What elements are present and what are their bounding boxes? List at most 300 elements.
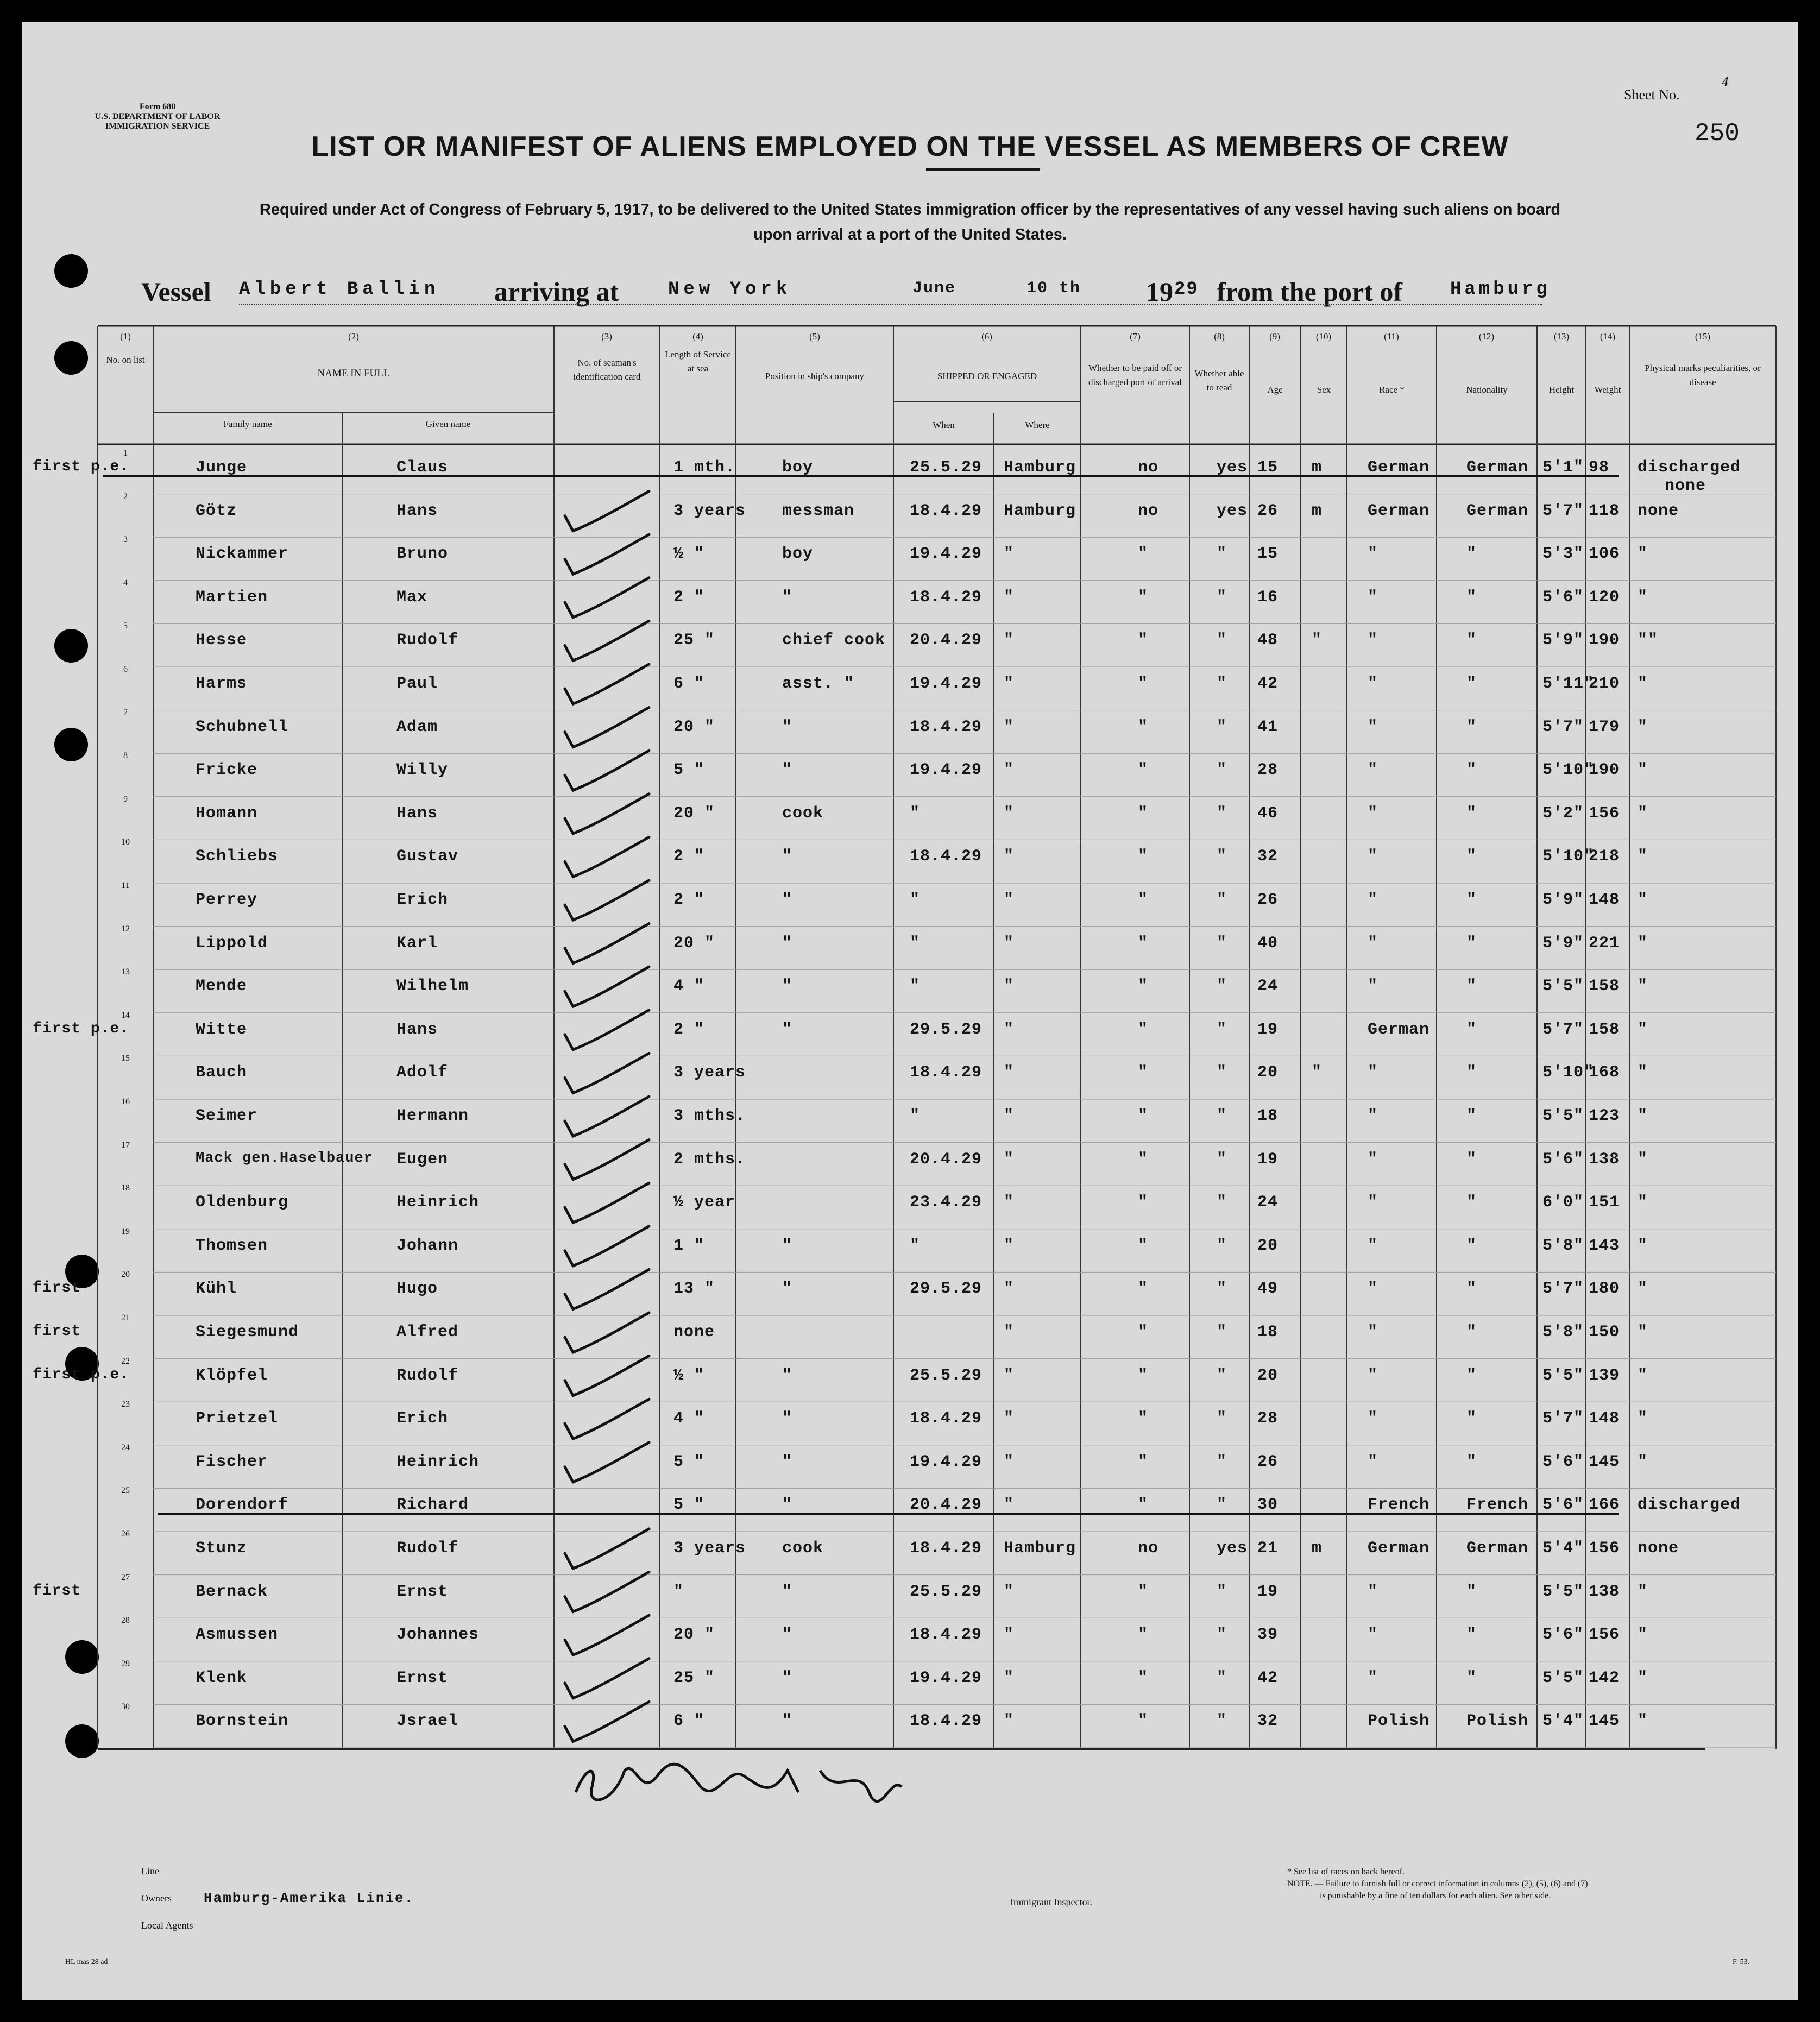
manifest-sheet bbox=[22, 22, 1798, 2000]
weight: 166 bbox=[1589, 1496, 1620, 1515]
height: 5'6" bbox=[1542, 1452, 1584, 1471]
weight: 148 bbox=[1589, 1409, 1620, 1428]
length-of-service: 5 " bbox=[673, 1452, 705, 1471]
check-mark bbox=[565, 534, 649, 574]
shipped-where: " bbox=[1004, 1496, 1015, 1515]
sex: m bbox=[1312, 1539, 1323, 1558]
length-of-service: 2 " bbox=[673, 891, 705, 909]
shipped-where: " bbox=[1004, 804, 1015, 823]
length-of-service: ½ " bbox=[673, 1366, 705, 1385]
race: " bbox=[1368, 847, 1378, 866]
family-name: Martien bbox=[196, 588, 268, 607]
sex: m bbox=[1312, 501, 1323, 520]
race: " bbox=[1368, 1323, 1378, 1341]
shipped-where: " bbox=[1004, 1107, 1015, 1125]
age: 28 bbox=[1257, 761, 1279, 780]
position: " bbox=[782, 1452, 793, 1471]
header-race: Race * bbox=[1379, 385, 1405, 395]
weight: 150 bbox=[1589, 1323, 1620, 1341]
paid-off: " bbox=[1138, 891, 1149, 909]
shipped-where: " bbox=[1004, 545, 1015, 564]
nationality: French bbox=[1466, 1496, 1529, 1515]
family-name: Bauch bbox=[196, 1063, 248, 1082]
sex: " bbox=[1312, 1063, 1323, 1082]
weight: 106 bbox=[1589, 545, 1620, 564]
physical-marks: "" bbox=[1638, 631, 1659, 650]
row-number: 13 bbox=[121, 967, 130, 977]
physical-marks: " bbox=[1638, 1409, 1648, 1428]
length-of-service: 20 " bbox=[673, 1626, 715, 1645]
shipped-where: " bbox=[1004, 1366, 1015, 1385]
able-to-read: " bbox=[1217, 934, 1227, 953]
check-mark bbox=[565, 924, 649, 963]
length-of-service: 13 " bbox=[673, 1280, 715, 1299]
age: 20 bbox=[1257, 1236, 1279, 1255]
column-number: (10) bbox=[1315, 331, 1332, 342]
physical-marks: " bbox=[1638, 891, 1648, 909]
column-number: (2) bbox=[348, 331, 359, 342]
weight: 218 bbox=[1589, 847, 1620, 866]
check-mark bbox=[565, 1572, 649, 1612]
check-mark bbox=[565, 1443, 649, 1482]
shipped-when: " bbox=[910, 891, 921, 909]
position: " bbox=[782, 1366, 793, 1385]
row-number: 29 bbox=[121, 1659, 130, 1668]
paid-off: " bbox=[1138, 1452, 1149, 1471]
height: 5'11" bbox=[1542, 675, 1595, 693]
shipped-when: " bbox=[910, 977, 921, 996]
height: 5'9" bbox=[1542, 891, 1584, 909]
shipped-when: 18.4.29 bbox=[910, 1063, 983, 1082]
given-name: Hans bbox=[396, 501, 438, 520]
row-prefix-note: first bbox=[33, 1323, 81, 1340]
able-to-read: " bbox=[1217, 1280, 1227, 1299]
length-of-service: 25 " bbox=[673, 631, 715, 650]
shipped-where: " bbox=[1004, 588, 1015, 607]
row-number: 25 bbox=[121, 1486, 130, 1496]
able-to-read: " bbox=[1217, 1193, 1227, 1212]
race: German bbox=[1368, 501, 1430, 520]
position: " bbox=[782, 847, 793, 866]
shipped-when: " bbox=[910, 934, 921, 953]
shipped-where: " bbox=[1004, 1193, 1015, 1212]
height: 5'5" bbox=[1542, 1107, 1584, 1125]
family-name: Dorendorf bbox=[196, 1496, 289, 1515]
paid-off: " bbox=[1138, 977, 1149, 996]
row-number: 22 bbox=[121, 1356, 130, 1366]
weight: 145 bbox=[1589, 1712, 1620, 1731]
nationality: " bbox=[1466, 1193, 1477, 1212]
shipped-where: " bbox=[1004, 717, 1015, 736]
able-to-read: " bbox=[1217, 1668, 1227, 1687]
age: 49 bbox=[1257, 1280, 1279, 1299]
row-number: 16 bbox=[121, 1097, 130, 1106]
check-mark bbox=[565, 621, 649, 660]
age: 19 bbox=[1257, 1020, 1279, 1039]
form-number: Form 680 bbox=[139, 102, 176, 111]
able-to-read: yes bbox=[1217, 458, 1248, 477]
height: 5'2" bbox=[1542, 804, 1584, 823]
physical-marks: " bbox=[1638, 1020, 1648, 1039]
race: French bbox=[1368, 1496, 1430, 1515]
physical-marks: " bbox=[1638, 545, 1648, 564]
given-name: Max bbox=[396, 588, 428, 607]
height: 5'5" bbox=[1542, 1668, 1584, 1687]
shipped-where: " bbox=[1004, 1712, 1015, 1731]
given-name: Heinrich bbox=[396, 1452, 480, 1471]
column-number: (14) bbox=[1599, 331, 1616, 342]
shipped-when: 18.4.29 bbox=[910, 1539, 983, 1558]
weight: 158 bbox=[1589, 1020, 1620, 1039]
height: 5'10" bbox=[1542, 847, 1595, 866]
able-to-read: " bbox=[1217, 1323, 1227, 1341]
age: 19 bbox=[1257, 1582, 1279, 1601]
year-prefix: 19 bbox=[1146, 276, 1173, 307]
row-number: 21 bbox=[121, 1313, 130, 1322]
row-number: 23 bbox=[121, 1400, 130, 1409]
length-of-service: 3 years bbox=[673, 1063, 746, 1082]
header-when: When bbox=[933, 420, 955, 430]
position: boy bbox=[782, 458, 814, 477]
physical-marks: " bbox=[1638, 1668, 1648, 1687]
weight: 138 bbox=[1589, 1582, 1620, 1601]
row-prefix-note: first bbox=[33, 1582, 81, 1599]
height: 5'10" bbox=[1542, 1063, 1595, 1082]
column-number: (4) bbox=[692, 331, 703, 342]
row-number: 30 bbox=[121, 1702, 130, 1712]
service: IMMIGRATION SERVICE bbox=[105, 122, 210, 131]
row-number: 4 bbox=[123, 578, 128, 588]
check-mark bbox=[565, 1010, 649, 1050]
able-to-read: " bbox=[1217, 675, 1227, 693]
given-name: Willy bbox=[396, 761, 449, 780]
given-name: Hermann bbox=[396, 1107, 469, 1125]
family-name: Hesse bbox=[196, 631, 248, 650]
column-number: (1) bbox=[120, 331, 131, 342]
column-number: (11) bbox=[1384, 331, 1399, 342]
length-of-service: ½ year bbox=[673, 1193, 736, 1212]
column-number: (6) bbox=[981, 331, 992, 342]
race: " bbox=[1368, 1668, 1378, 1687]
shipped-when: 29.5.29 bbox=[910, 1280, 983, 1299]
age: 39 bbox=[1257, 1626, 1279, 1645]
able-to-read: " bbox=[1217, 804, 1227, 823]
row-number: 14 bbox=[121, 1010, 130, 1020]
check-mark bbox=[565, 708, 649, 747]
nationality: " bbox=[1466, 1063, 1477, 1082]
physical-marks: " bbox=[1638, 1582, 1648, 1601]
weight: 151 bbox=[1589, 1193, 1620, 1212]
race: " bbox=[1368, 1063, 1378, 1082]
row-number: 18 bbox=[121, 1183, 130, 1193]
shipped-where: " bbox=[1004, 1668, 1015, 1687]
check-mark bbox=[565, 794, 649, 834]
given-name: Jsrael bbox=[396, 1712, 459, 1731]
nationality: " bbox=[1466, 1409, 1477, 1428]
physical-marks: " bbox=[1638, 1193, 1648, 1212]
paid-off: no bbox=[1138, 1539, 1159, 1558]
shipped-where: " bbox=[1004, 1280, 1015, 1299]
shipped-when: 25.5.29 bbox=[910, 458, 983, 477]
given-name: Alfred bbox=[396, 1323, 459, 1341]
able-to-read: " bbox=[1217, 891, 1227, 909]
paid-off: " bbox=[1138, 1150, 1149, 1169]
note-line-2: is punishable by a fine of ten dollars for each alien. See other side. bbox=[1320, 1891, 1551, 1900]
paid-off: " bbox=[1138, 545, 1149, 564]
header-no-on-list: No. on list bbox=[106, 355, 145, 365]
manifest-title: LIST OR MANIFEST OF ALIENS EMPLOYED ON THE VESSEL AS MEMBERS OF CREW bbox=[311, 131, 1509, 162]
length-of-service: 2 mths. bbox=[673, 1150, 746, 1169]
paid-off: " bbox=[1138, 1323, 1149, 1341]
height: 5'7" bbox=[1542, 1280, 1584, 1299]
race: " bbox=[1368, 545, 1378, 564]
shipped-when: 19.4.29 bbox=[910, 545, 983, 564]
shipped-when: 25.5.29 bbox=[910, 1366, 983, 1385]
position: chief cook bbox=[782, 631, 886, 650]
from-port-label: from the port of bbox=[1217, 276, 1403, 307]
able-to-read: " bbox=[1217, 847, 1227, 866]
paid-off: " bbox=[1138, 1020, 1149, 1039]
height: 5'4" bbox=[1542, 1539, 1584, 1558]
nationality: " bbox=[1466, 804, 1477, 823]
height: 5'7" bbox=[1542, 1409, 1584, 1428]
physical-marks: none bbox=[1638, 1539, 1679, 1558]
able-to-read: " bbox=[1217, 1063, 1227, 1082]
check-mark bbox=[565, 837, 649, 877]
family-name: Witte bbox=[196, 1020, 248, 1039]
paid-off: " bbox=[1138, 675, 1149, 693]
paid-off: " bbox=[1138, 1668, 1149, 1687]
row-number: 27 bbox=[121, 1572, 130, 1582]
column-number: (7) bbox=[1130, 331, 1141, 342]
age: 15 bbox=[1257, 545, 1279, 564]
family-name: Schubnell bbox=[196, 717, 289, 736]
nationality: " bbox=[1466, 977, 1477, 996]
weight: 123 bbox=[1589, 1107, 1620, 1125]
family-name: Mack gen.Haselbauer bbox=[196, 1150, 373, 1167]
shipped-where: " bbox=[1004, 631, 1015, 650]
age: 26 bbox=[1257, 891, 1279, 909]
length-of-service: 6 " bbox=[673, 1712, 705, 1731]
nationality: " bbox=[1466, 1366, 1477, 1385]
position: " bbox=[782, 1280, 793, 1299]
paid-off: " bbox=[1138, 1280, 1149, 1299]
family-name: Perrey bbox=[196, 891, 258, 909]
race: German bbox=[1368, 1020, 1430, 1039]
able-to-read: " bbox=[1217, 761, 1227, 780]
nationality: " bbox=[1466, 761, 1477, 780]
age: 32 bbox=[1257, 847, 1279, 866]
age: 42 bbox=[1257, 675, 1279, 693]
row-number: 15 bbox=[121, 1054, 130, 1063]
row-number: 24 bbox=[121, 1443, 130, 1452]
arrival-port: New York bbox=[668, 279, 792, 300]
nationality: " bbox=[1466, 545, 1477, 564]
position: " bbox=[782, 934, 793, 953]
paid-off: " bbox=[1138, 1107, 1149, 1125]
family-name: Prietzel bbox=[196, 1409, 279, 1428]
able-to-read: " bbox=[1217, 1452, 1227, 1471]
height: 5'6" bbox=[1542, 1626, 1584, 1645]
paid-off: no bbox=[1138, 501, 1159, 520]
given-name: Erich bbox=[396, 891, 449, 909]
age: 48 bbox=[1257, 631, 1279, 650]
shipped-when: 18.4.29 bbox=[910, 717, 983, 736]
nationality: " bbox=[1466, 847, 1477, 866]
nationality: " bbox=[1466, 1582, 1477, 1601]
paid-off: " bbox=[1138, 1366, 1149, 1385]
given-name: Bruno bbox=[396, 545, 449, 564]
physical-marks: " bbox=[1638, 804, 1648, 823]
able-to-read: " bbox=[1217, 545, 1227, 564]
position: " bbox=[782, 891, 793, 909]
age: 26 bbox=[1257, 501, 1279, 520]
age: 30 bbox=[1257, 1496, 1279, 1515]
shipped-when: 20.4.29 bbox=[910, 1496, 983, 1515]
physical-marks: " bbox=[1638, 934, 1648, 953]
position: " bbox=[782, 1020, 793, 1039]
row-number: 10 bbox=[121, 837, 130, 847]
check-mark bbox=[565, 492, 649, 531]
family-name: Stunz bbox=[196, 1539, 248, 1558]
row-number: 17 bbox=[121, 1140, 130, 1150]
department: U.S. DEPARTMENT OF LABOR bbox=[95, 112, 221, 121]
given-name: Heinrich bbox=[396, 1193, 480, 1212]
given-name: Johann bbox=[396, 1236, 459, 1255]
owners-value: Hamburg-Amerika Linie. bbox=[204, 1890, 414, 1906]
weight: 190 bbox=[1589, 761, 1620, 780]
row-number: 5 bbox=[123, 621, 128, 631]
age: 18 bbox=[1257, 1107, 1279, 1125]
length-of-service: 3 years bbox=[673, 1539, 746, 1558]
paid-off: " bbox=[1138, 1712, 1149, 1731]
table-grid bbox=[22, 22, 1798, 2000]
sheet-number-label: Sheet No. bbox=[1624, 87, 1680, 103]
row-number: 8 bbox=[123, 751, 128, 761]
able-to-read: " bbox=[1217, 1236, 1227, 1255]
weight: 142 bbox=[1589, 1668, 1620, 1687]
row-number: 2 bbox=[123, 492, 128, 501]
paid-off: " bbox=[1138, 1582, 1149, 1601]
column-number: (8) bbox=[1214, 331, 1225, 342]
weight: 139 bbox=[1589, 1366, 1620, 1385]
shipped-where: Hamburg bbox=[1004, 1539, 1076, 1558]
height: 5'8" bbox=[1542, 1323, 1584, 1341]
nationality: " bbox=[1466, 717, 1477, 736]
length-of-service: 2 " bbox=[673, 588, 705, 607]
shipped-where: " bbox=[1004, 761, 1015, 780]
nationality: German bbox=[1466, 501, 1529, 520]
header-paid-off: Whether to be paid off or discharged port of arrival bbox=[1088, 363, 1182, 387]
shipped-where: " bbox=[1004, 847, 1015, 866]
check-mark bbox=[565, 1097, 649, 1136]
physical-marks: " bbox=[1638, 1452, 1648, 1471]
physical-marks: " bbox=[1638, 761, 1648, 780]
nationality: German bbox=[1466, 1539, 1529, 1558]
check-mark bbox=[565, 1615, 649, 1655]
family-name: Klöpfel bbox=[196, 1366, 268, 1385]
given-name: Hans bbox=[396, 1020, 438, 1039]
physical-marks: none bbox=[1638, 501, 1679, 520]
able-to-read: yes bbox=[1217, 501, 1248, 520]
paid-off: " bbox=[1138, 804, 1149, 823]
able-to-read: " bbox=[1217, 1020, 1227, 1039]
paid-off: " bbox=[1138, 934, 1149, 953]
note-line-1: NOTE. — Failure to furnish full or correct information in columns (2), (5), (6) and (7) bbox=[1287, 1879, 1588, 1888]
shipped-when: 25.5.29 bbox=[910, 1582, 983, 1601]
row-number: 12 bbox=[121, 924, 130, 934]
nationality: German bbox=[1466, 458, 1529, 477]
family-name: Asmussen bbox=[196, 1626, 279, 1645]
sex: " bbox=[1312, 631, 1323, 650]
able-to-read: " bbox=[1217, 977, 1227, 996]
paid-off: " bbox=[1138, 631, 1149, 650]
check-mark bbox=[565, 1140, 649, 1180]
weight: 168 bbox=[1589, 1063, 1620, 1082]
physical-marks: " bbox=[1638, 1712, 1648, 1731]
physical-marks: discharged bbox=[1638, 1496, 1741, 1515]
height: 5'5" bbox=[1542, 1366, 1584, 1385]
physical-marks: " bbox=[1638, 675, 1648, 693]
height: 5'1" bbox=[1542, 458, 1584, 477]
arriving-label: arriving at bbox=[494, 276, 619, 307]
physical-marks: " bbox=[1638, 1107, 1648, 1125]
age: 42 bbox=[1257, 1668, 1279, 1687]
shipped-when: 18.4.29 bbox=[910, 1409, 983, 1428]
header-weight: Weight bbox=[1594, 385, 1621, 395]
position: " bbox=[782, 761, 793, 780]
physical-marks: " bbox=[1638, 717, 1648, 736]
row-number: 20 bbox=[121, 1270, 130, 1280]
header-length-service: Length of Service at sea bbox=[665, 349, 731, 374]
weight: 190 bbox=[1589, 631, 1620, 650]
header-given-name: Given name bbox=[425, 419, 471, 429]
row-number: 19 bbox=[121, 1226, 130, 1236]
height: 5'7" bbox=[1542, 501, 1584, 520]
physical-marks: " bbox=[1638, 588, 1648, 607]
given-name: Ernst bbox=[396, 1582, 449, 1601]
given-name: Rudolf bbox=[396, 631, 459, 650]
paid-off: " bbox=[1138, 1626, 1149, 1645]
shipped-when: 19.4.29 bbox=[910, 761, 983, 780]
position: " bbox=[782, 977, 793, 996]
family-name: Bornstein bbox=[196, 1712, 289, 1731]
physical-marks: " bbox=[1638, 1150, 1648, 1169]
family-name: Harms bbox=[196, 675, 248, 693]
shipped-when: 19.4.29 bbox=[910, 1452, 983, 1471]
able-to-read: " bbox=[1217, 1582, 1227, 1601]
row-prefix-note: first p.e. bbox=[33, 1020, 130, 1037]
able-to-read: " bbox=[1217, 1366, 1227, 1385]
header-where: Where bbox=[1025, 420, 1050, 430]
family-name: Fricke bbox=[196, 761, 258, 780]
shipped-when: 29.5.29 bbox=[910, 1020, 983, 1039]
weight: 156 bbox=[1589, 804, 1620, 823]
height: 5'7" bbox=[1542, 1020, 1584, 1039]
age: 20 bbox=[1257, 1063, 1279, 1082]
column-number: (3) bbox=[601, 331, 612, 342]
given-name: Paul bbox=[396, 675, 438, 693]
paid-off: " bbox=[1138, 847, 1149, 866]
height: 5'10" bbox=[1542, 761, 1595, 780]
vessel-name: Albert Ballin bbox=[239, 279, 440, 300]
able-to-read: " bbox=[1217, 1150, 1227, 1169]
arrival-month: June bbox=[912, 279, 956, 298]
check-mark bbox=[565, 1529, 649, 1569]
age: 15 bbox=[1257, 458, 1279, 477]
shipped-where: " bbox=[1004, 1020, 1015, 1039]
given-name: Richard bbox=[396, 1496, 469, 1515]
